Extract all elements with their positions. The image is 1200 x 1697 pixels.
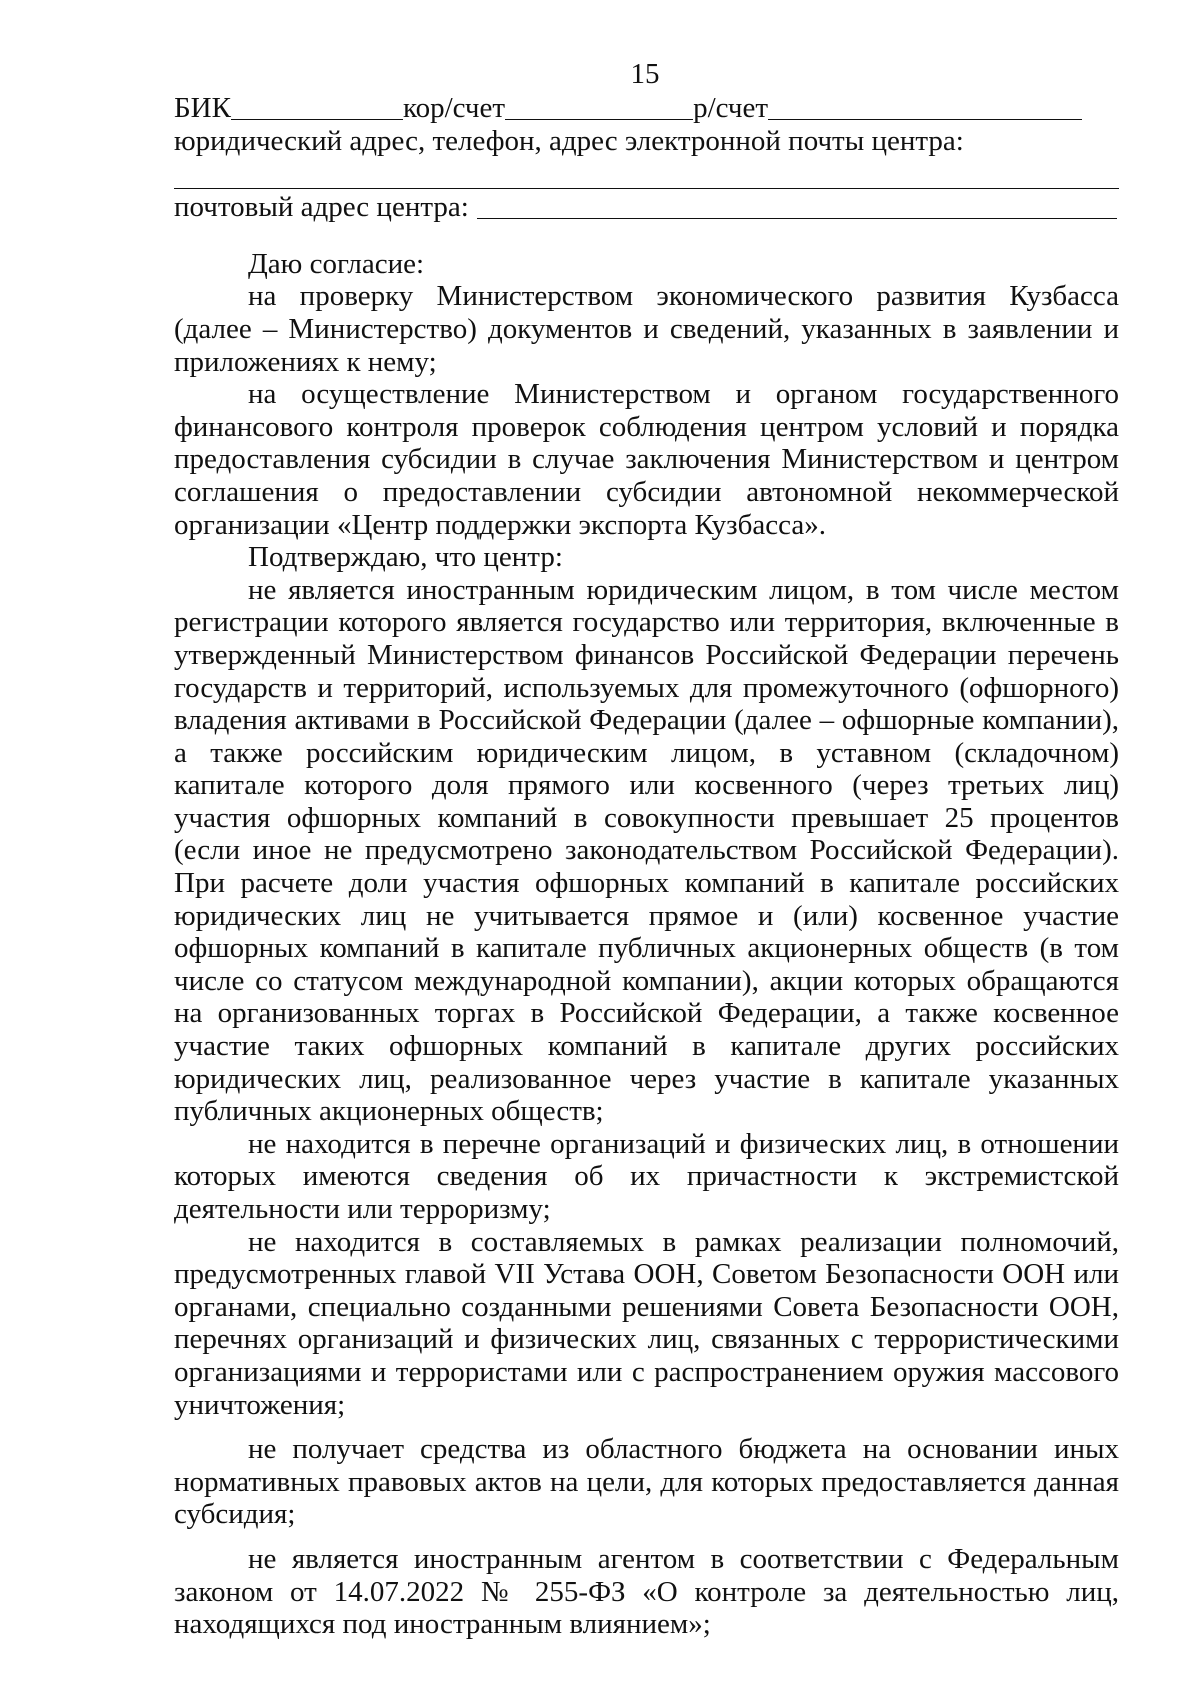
rschet-blank-field[interactable]	[768, 94, 1082, 120]
consent-paragraph-2: на осуществление Министерством и органом государственного финансового контроля проверок соблюдения центром условий и порядка предоставления субсидии в случае заключения Министерством и центром соглашения о предоставлении субсидии автономной некоммерческой организации «Центр поддержки экспорта Кузбасса».	[174, 378, 1119, 541]
consent-heading: Даю согласие:	[248, 247, 425, 280]
postal-address-label: почтовый адрес центра:	[174, 191, 469, 224]
korschet-blank-field[interactable]	[505, 94, 693, 120]
confirmation-paragraph-1: не является иностранным юридическим лицом, в том числе местом регистрации которого является государство или территория, включенные в утвержденный Министерством финансов Российской Федерации перечень государств и территорий, используемых для промежуточного (офшорного) владения активами в Российской Федерации (далее – офшорные компании), а также российским юридическим лицом, в уставном (складочном) капитале которого доля прямого или косвенного (через третьих лиц) участия офшорных компаний в совокупности превышает 25 процентов (если иное не предусмотрено законодательством Российской Федерации). При расчете доли участия офшорных компаний в капитале российских юридических лиц не учитывается прямое и (или) косвенное участие офшорных компаний в капитале публичных акционерных обществ (в том числе со статусом международной компании), акции которых обращаются на организованных торгах в Российской Федерации, а также косвенное участие таких офшорных компаний в капитале других российских юридических лиц, реализованное через участие в капитале указанных публичных акционерных обществ;	[174, 573, 1119, 1128]
confirmation-heading: Подтверждаю, что центр:	[248, 541, 563, 574]
page-number: 15	[630, 58, 660, 90]
legal-address-blank-field[interactable]	[174, 187, 1119, 189]
confirmation-paragraph-3: не находится в составляемых в рамках реализации полномочий, предусмотренных главой VII Устава ООН, Советом Безопасности ООН или органами, специально созданными решениями Совета Безопасности ООН, перечнях организаций и физических лиц, связанных с террористическими организациями и террористами или с распространением оружия массового уничтожения;	[174, 1225, 1119, 1421]
korschet-label: кор/счет	[402, 92, 506, 124]
legal-address-label: юридический адрес, телефон, адрес электронной почты центра:	[174, 124, 964, 157]
rschet-label: р/счет	[693, 92, 769, 124]
bank-details-row	[174, 92, 1119, 125]
legal-address-row	[174, 125, 1119, 158]
consent-paragraph-1: на проверку Министерством экономического развития Кузбасса (далее – Министерство) документов и сведений, указанных в заявлении и приложениях к нему;	[174, 280, 1119, 378]
bik-label: БИК	[174, 92, 231, 124]
document-body	[174, 92, 1119, 1641]
postal-address-row	[174, 191, 1119, 224]
confirmation-paragraph-2: не находится в перечне организаций и физических лиц, в отношении которых имеются сведения об их причастности к экстремистской деятельности или терроризму;	[174, 1127, 1119, 1225]
confirmation-paragraph-4: не получает средства из областного бюджета на основании иных нормативных правовых актов на цели, для которых предоставляется данная субсидия;	[174, 1433, 1119, 1531]
bik-blank-field[interactable]	[231, 94, 403, 120]
postal-address-blank-field[interactable]	[477, 193, 1117, 219]
confirmation-paragraph-5: не является иностранным агентом в соответствии с Федеральным законом от 14.07.2022 № 255-ФЗ «О контроле за деятельностью лиц, находящихся под иностранным влиянием»;	[174, 1542, 1119, 1641]
